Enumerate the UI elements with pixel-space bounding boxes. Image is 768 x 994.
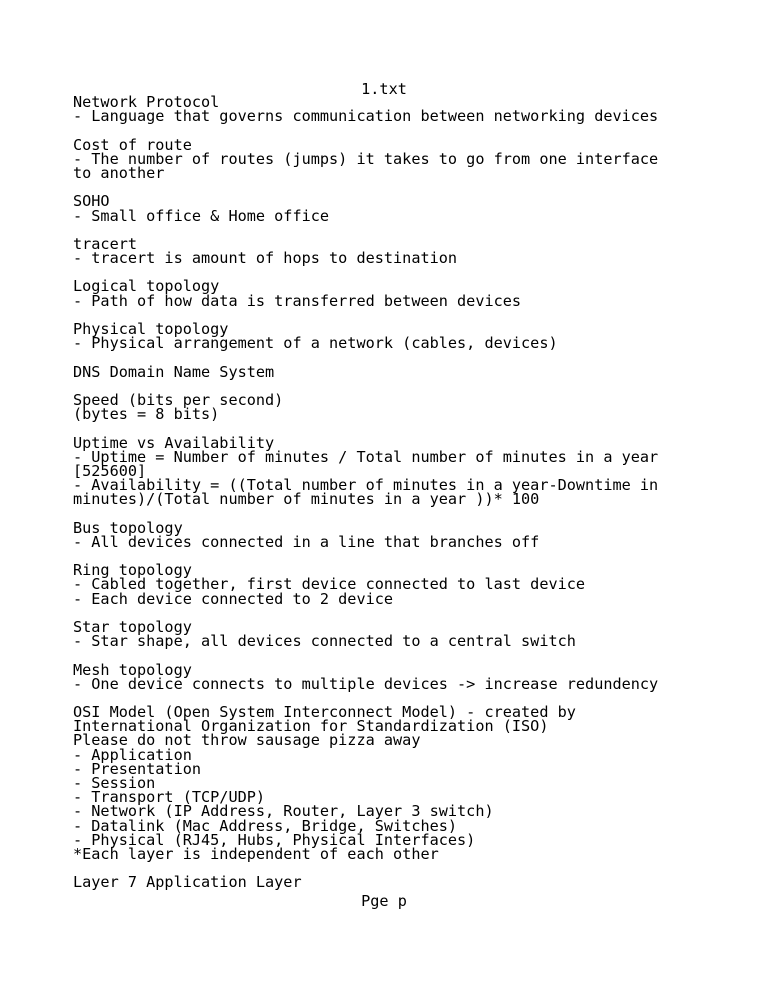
text-line: - Language that governs communication between networking devices: [73, 107, 659, 126]
text-line: - Presentation: [73, 759, 202, 778]
text-line: - Availability = ((Total number of minutes in a year-Downtime in: [73, 476, 659, 495]
text-line: [525600]: [73, 461, 147, 480]
page-footer: Pge p: [361, 892, 407, 910]
text-line: SOHO: [73, 192, 110, 211]
text-line: Bus topology: [73, 518, 183, 537]
text-line: - Small office & Home office: [73, 206, 330, 225]
text-line: - Datalink (Mac Address, Bridge, Switches): [73, 816, 458, 835]
text-line: - Application: [73, 745, 192, 764]
text-line: - Session: [73, 774, 156, 792]
text-line: - Each device connected to 2 device: [73, 589, 394, 608]
text-line: Logical topology: [73, 277, 220, 296]
text-line: - tracert is amount of hops to destination: [73, 249, 458, 268]
text-line: Speed (bits per second): [73, 390, 284, 409]
blank-line: [73, 223, 693, 237]
text-line: minutes)/(Total number of minutes in a year ))* 100: [73, 490, 540, 509]
text-line: Star topology: [73, 617, 192, 636]
text-line: OSI Model (Open System Interconnect Model) - created by: [73, 703, 576, 722]
text-line: to another: [73, 163, 165, 182]
text-line: - Star shape, all devices connected to a central switch: [73, 632, 576, 651]
text-line: - Physical arrangement of a network (cables, devices): [73, 334, 558, 353]
text-line: Network Protocol: [73, 93, 220, 111]
text-line: (bytes = 8 bits): [73, 405, 220, 424]
text-line: Cost of route: [73, 135, 192, 154]
text-line: Physical topology: [73, 320, 229, 338]
text-line: Ring topology: [73, 561, 192, 580]
text-line: - All devices connected in a line that branches off: [73, 532, 540, 551]
text-line: *Each layer is independent of each other: [73, 844, 439, 863]
text-line: - One device connects to multiple devices -> increase redundency: [73, 674, 659, 693]
text-line: - The number of routes (jumps) it takes to go from one interface: [73, 149, 659, 168]
blank-line: [73, 180, 693, 194]
text-line: Mesh topology: [73, 660, 192, 679]
text-line: Uptime vs Availability: [73, 433, 275, 452]
text-line: Please do not throw sausage pizza away: [73, 731, 421, 750]
text-line: - Physical (RJ45, Hubs, Physical Interfaces): [73, 830, 476, 849]
text-line: - Network (IP Address, Router, Layer 3 switch): [73, 802, 494, 821]
text-line: - Path of how data is transferred between devices: [73, 291, 522, 310]
page-title: 1.txt: [361, 80, 407, 98]
document-body: [73, 95, 693, 890]
text-line: - Uptime = Number of minutes / Total number of minutes in a year: [73, 447, 659, 466]
text-line: International Organization for Standardization (ISO): [73, 717, 549, 736]
text-line: - Cabled together, first device connected to last device: [73, 575, 586, 594]
text-line: tracert: [73, 234, 138, 253]
text-line: - Transport (TCP/UDP): [73, 788, 266, 807]
text-line: Layer 7 Application Layer: [73, 873, 302, 892]
text-line: DNS Domain Name System: [73, 362, 275, 381]
